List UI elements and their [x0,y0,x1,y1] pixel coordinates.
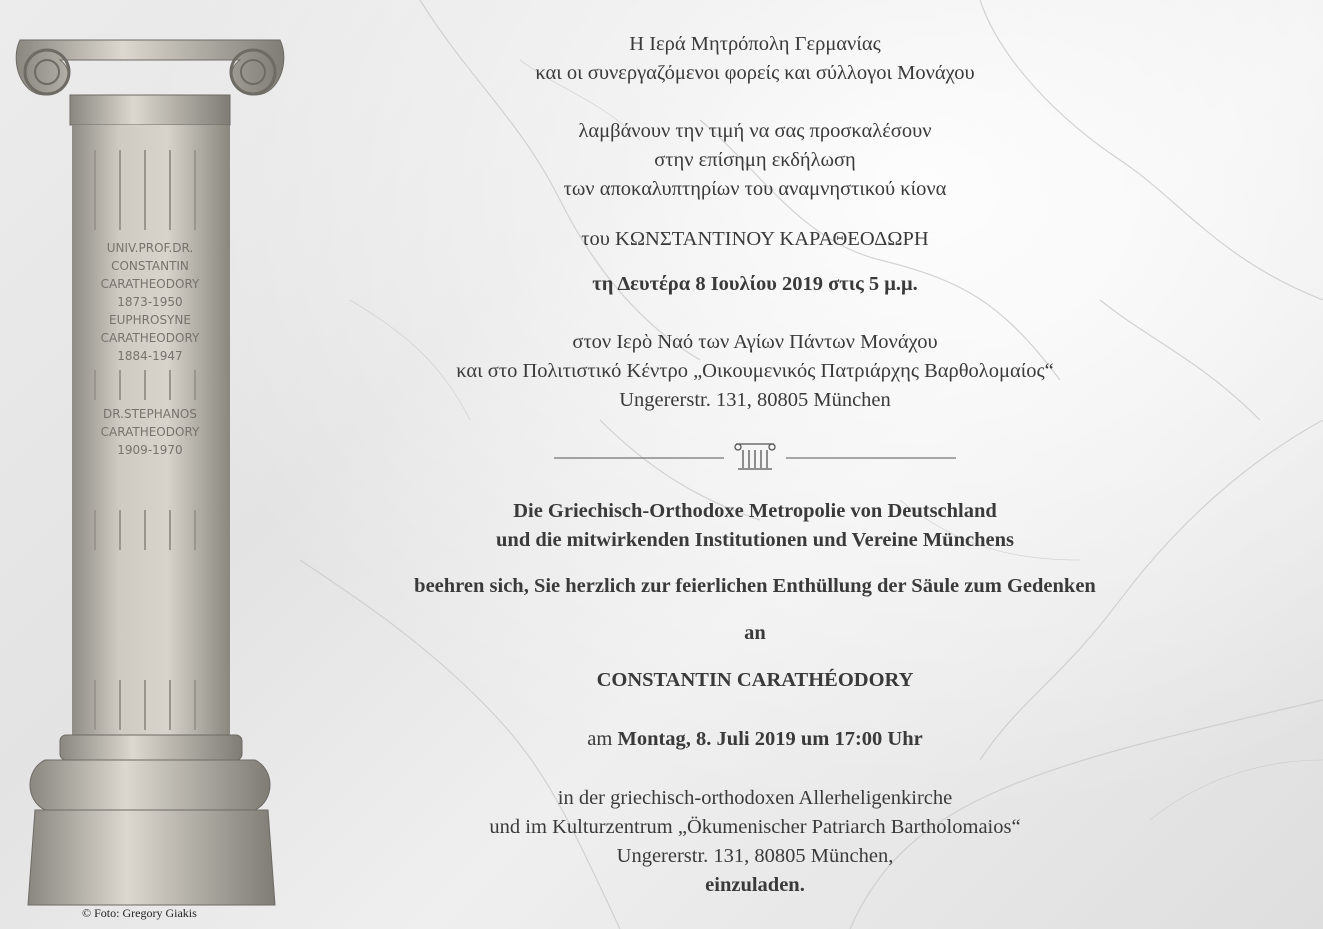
german-date [330,725,1180,754]
greek-line-5: των αποκαλυπτηρίων του αναμνηστικού κίονα [563,178,947,200]
german-line-1: Die Griechisch-Orthodoxe Metropolie von Deutschland [513,500,997,522]
german-closing: einzuladen. [705,874,805,896]
memorial-column-image [0,0,300,929]
inscription-line: UNIV.PROF.DR. [106,241,194,255]
greek-line-4: στην επίσημη εκδήλωση [654,149,856,171]
greek-line-3: λαμβάνουν την τιμή να σας προσκαλέσουν [578,120,932,142]
greek-venue-1: στον Ιερὸ Ναό των Αγίων Πάντων Μονάχου [572,331,938,353]
german-date-prefix: am [587,728,613,750]
inscription-line: CONSTANTIN [111,259,189,273]
greek-date: τη Δευτέρα 8 Ιουλίου 2019 στις 5 μ.μ. [592,273,918,295]
inscription-line: 1873-1950 [117,295,183,309]
german-line-2: und die mitwirkenden Institutionen und Vereine Münchens [496,529,1014,551]
greek-venue-2: και στο Πολιτιστικό Κέντρο „Οικουμενικός Πατριάρχης Βαρθολομαίος“ [456,360,1054,382]
photo-credit: © Foto: Gregory Giakis [82,906,197,920]
greek-honoree-prefix: του [581,228,610,250]
greek-honoree-name: ΚΩΝΣΤΑΝΤΙΝΟΥ ΚΑΡΑΘΕΟΔΩΡΗ [615,228,929,250]
column-divider [552,438,958,474]
inscription-line: CARATHEODORY [100,425,200,439]
german-address: Ungererstr. 131, 80805 München, [616,845,894,867]
inscription-line: CARATHEODORY [100,277,200,291]
column-icon [735,444,775,469]
german-venue-2: und im Kulturzentrum „Ökumenischer Patriarch Bartholomaios“ [489,816,1021,838]
inscription-line: EUPHROSYNE [109,313,191,327]
greek-line-2: και οι συνεργαζόμενοι φορείς και σύλλογοι Μονάχου [535,62,975,84]
greek-line-1: Η Ιερά Μητρόπολη Γερμανίας [629,33,881,55]
inscription-line: CARATHEODORY [100,331,200,345]
german-venue-1: in der griechisch-orthodoxen Allerheligenkirche [557,787,953,809]
greek-honoree [330,225,1180,254]
inscription-line: DR.STEPHANOS [102,407,198,421]
german-honoree: CONSTANTIN CARATHÉODORY [596,669,914,691]
inscription-line: 1884-1947 [117,349,183,363]
inscription-line: 1909-1970 [117,443,183,457]
german-date-value: Montag, 8. Juli 2019 um 17:00 Uhr [617,728,923,750]
german-line-3: beehren sich, Sie herzlich zur feierlichen Enthüllung der Säule zum Gedenken [414,575,1096,597]
greek-address: Ungererstr. 131, 80805 München [619,389,891,411]
german-line-4: an [744,622,766,644]
